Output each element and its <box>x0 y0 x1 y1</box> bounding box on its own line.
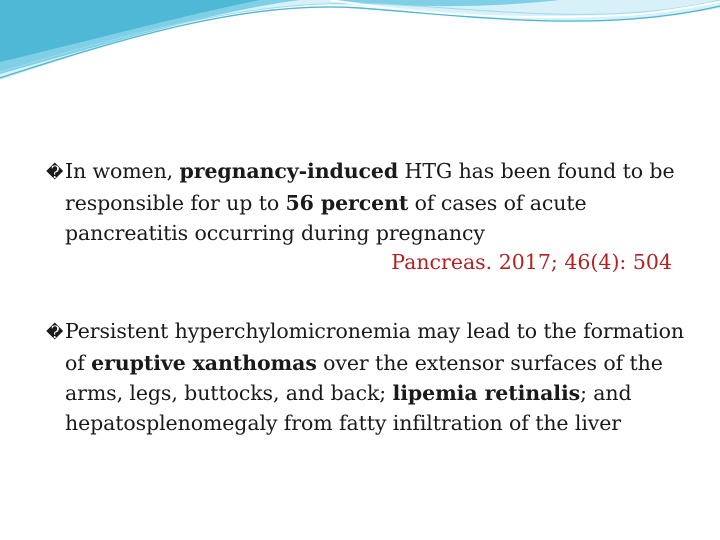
bullet-1-text-1: In women, <box>65 159 180 183</box>
citation: Pancreas. 2017; 46(4): 504 <box>391 250 672 274</box>
bullet-1-bold-1: pregnancy-induced <box>179 159 399 183</box>
bullet-2-bold-1: eruptive xanthomas <box>91 351 317 375</box>
bullet-2 <box>46 316 695 438</box>
bullet-2-text-1: Persistent hyperchylomicronemia may lead to the formation of <box>65 319 684 375</box>
header-wave-decoration <box>0 0 720 90</box>
bullet-marker-icon: � <box>46 163 64 183</box>
bullet-1 <box>46 156 695 248</box>
bullet-1-bold-2: 56 percent <box>285 191 409 215</box>
bullet-1-text-2: HTG has been found to be responsible for up to <box>65 159 675 215</box>
bullet-marker-icon: � <box>46 323 64 343</box>
bullet-2-bold-2: lipemia retinalis <box>392 381 581 405</box>
bullet-2-text-2: over the extensor surfaces of the arms, legs, buttocks, and back; <box>65 351 663 405</box>
bullet-2-text-3: ; and hepatosplenomegaly from fatty infiltration of the liver <box>65 381 632 435</box>
bullet-1-text-3: of cases of acute pancreatitis occurring during pregnancy <box>65 191 587 245</box>
